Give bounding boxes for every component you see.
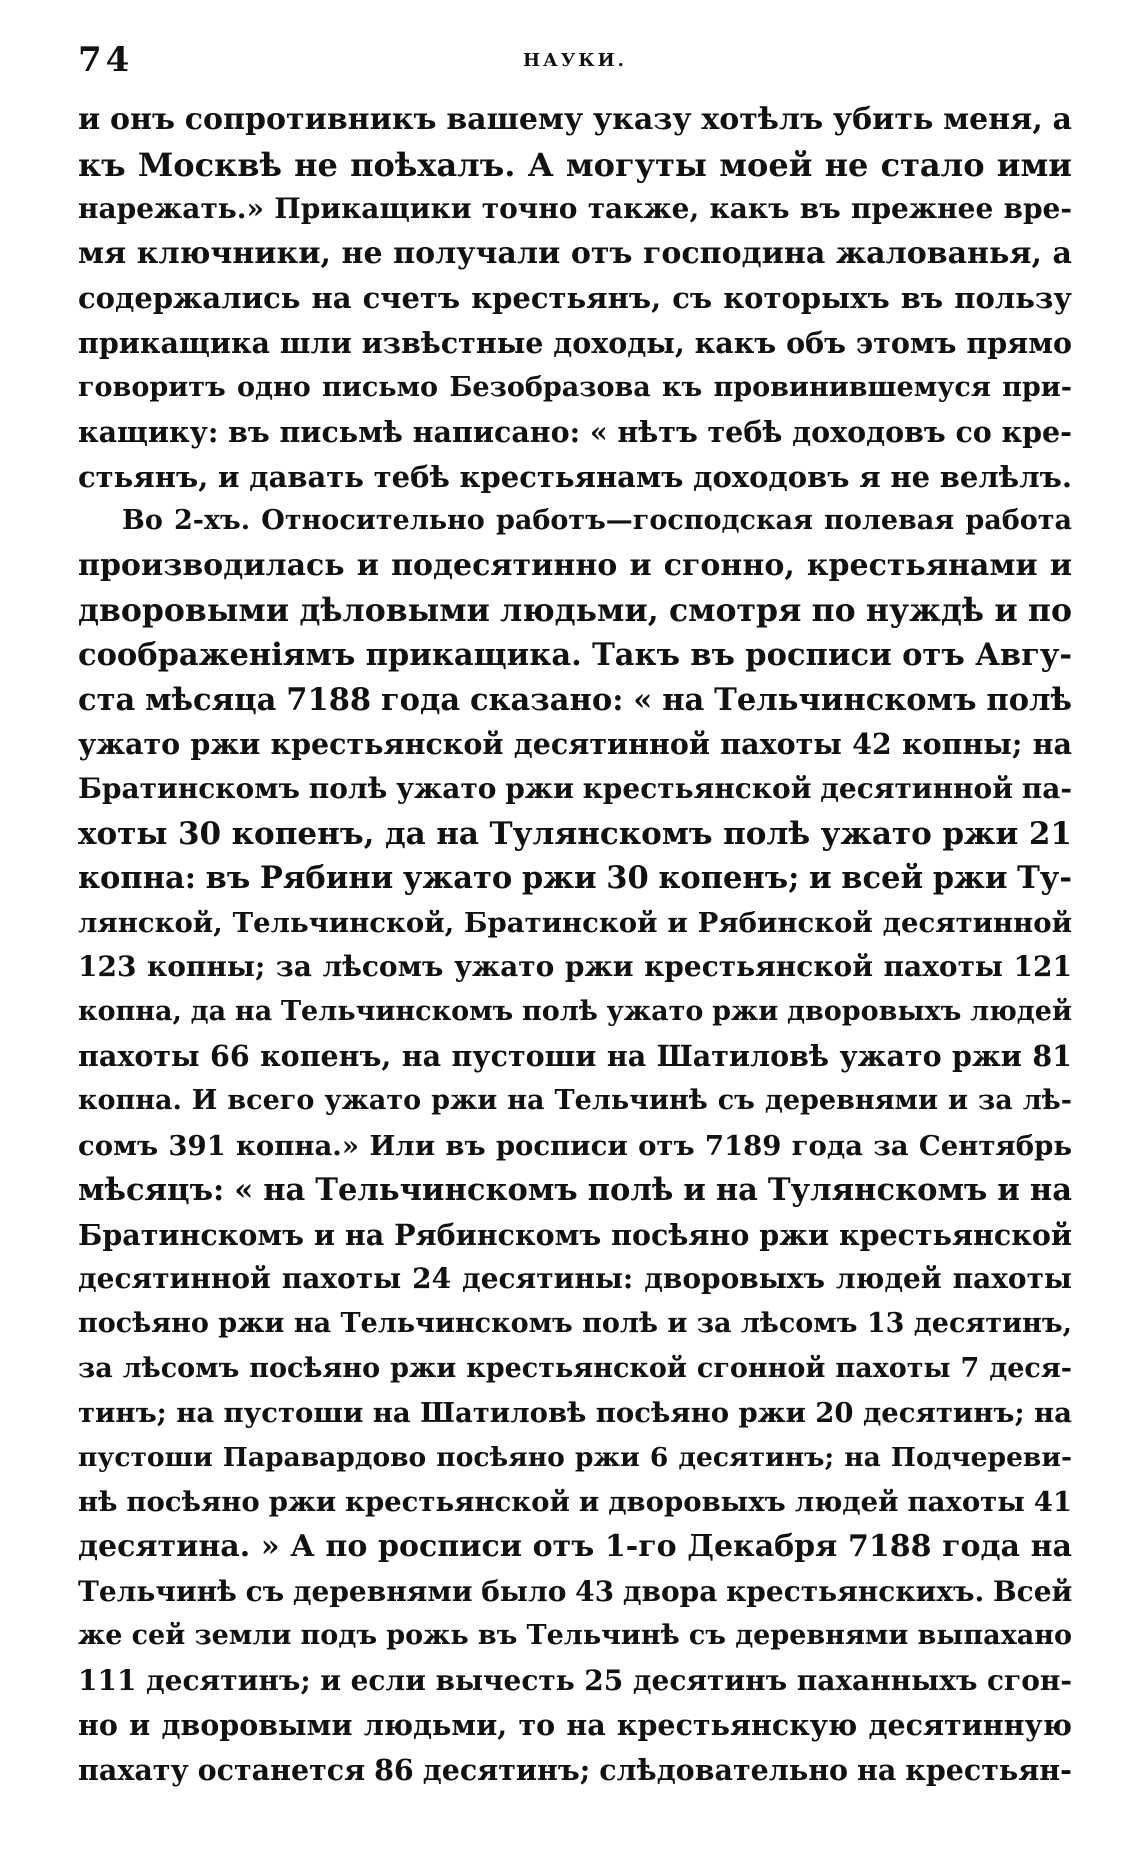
text-line: стьянъ, и давать тебѣ крестьянамъ доходовъ я не велѣлъ. xyxy=(78,459,1072,494)
text-line: лянской, Тельчинской, Братинской и Рябинской десятинной xyxy=(78,906,1072,939)
text-line: но и дворовыми людьми, то на крестьянскую десятинную xyxy=(78,1708,1072,1743)
text-line: Братинскомъ полѣ ужато ржи крестьянской десятинной па- xyxy=(78,771,1073,805)
running-title: НАУКИ. xyxy=(523,50,627,71)
text-line: содержались на счетъ крестьянъ, съ которыхъ въ пользу xyxy=(78,281,1072,316)
text-line: и онъ сопротивникъ вашему указу хотѣлъ убить меня, а xyxy=(78,102,1072,137)
running-head xyxy=(78,40,1072,90)
text-line: 111 десятинъ; и если вычесть 25 десятинъ паханныхъ сгон- xyxy=(78,1663,1072,1697)
text-line: 123 копны; за лѣсомъ ужато ржи крестьянской пахоты 121 xyxy=(78,950,1072,984)
text-line: хоты 30 копенъ, да на Тулянскомъ полѣ ужато ржи 21 xyxy=(78,815,1072,852)
text-line: копна: въ Рябини ужато ржи 30 копенъ; и всей ржи Ту- xyxy=(78,860,1072,897)
text-line: тинъ; на пустоши на Шатиловѣ посѣяно ржи 20 десятинъ; на xyxy=(78,1397,1072,1430)
page-number: 74 xyxy=(78,40,134,80)
text-line: Тельчинѣ съ деревнями было 43 двора крестьянскихъ. Всей xyxy=(78,1574,1073,1608)
text-line: мѣсяцъ: « на Тельчинскомъ полѣ и на Тулянскомъ и на xyxy=(78,1172,1072,1209)
text-line: десятина. » А по росписи отъ 1-го Декабря 7188 года на xyxy=(78,1529,1072,1564)
text-line: нарежать.» Прикащики точно также, какъ въ прежнее вре- xyxy=(78,192,1072,226)
text-line: къ Москвѣ не поѣхалъ. А могуты моей не стало ими xyxy=(78,145,1072,184)
text-line: копна, да на Тельчинскомъ полѣ ужато ржи дворовыхъ людей xyxy=(78,995,1072,1027)
text-line: кащику: въ письмѣ написано: « нѣтъ тебѣ доходовъ со кре- xyxy=(78,415,1072,450)
text-line: за лѣсомъ посѣяно ржи крестьянской сгонной пахоты 7 деся- xyxy=(78,1352,1072,1384)
text-line: ста мѣсяца 7188 года сказано: « на Тельчинскомъ полѣ xyxy=(78,681,1072,718)
text-line: сомъ 391 копна.» Или въ росписи отъ 7189 года за Сентябрь xyxy=(78,1129,1072,1162)
text-line: говоритъ одно письмо Безобразова къ провинившемуся при- xyxy=(78,371,1072,403)
text-line: пахоты 66 копенъ, на пустоши на Шатиловѣ ужато ржи 81 xyxy=(78,1039,1072,1074)
text-line: ужато ржи крестьянской десятинной пахоты 42 копны; на xyxy=(78,727,1072,762)
text-line: соображеніямъ прикащика. Такъ въ росписи отъ Авгу- xyxy=(78,637,1072,674)
text-line: нѣ посѣяно ржи крестьянской и дворовыхъ людей пахоты 41 xyxy=(78,1486,1072,1519)
text-line: Братинскомъ и на Рябинскомъ посѣяно ржи крестьянской xyxy=(78,1217,1072,1252)
text-line: пахату останется 86 десятинъ; слѣдовательно на крестьян- xyxy=(78,1752,1072,1787)
text-line: десятинной пахоты 24 десятины: дворовыхъ людей пахоты xyxy=(78,1262,1072,1296)
text-line: пустоши Паравардово посѣяно ржи 6 десятинъ; на Подчереви- xyxy=(78,1441,1072,1473)
body-text xyxy=(78,98,1072,1793)
book-page xyxy=(78,40,1072,1793)
text-line: прикащика шли извѣстные доходы, какъ объ этомъ прямо xyxy=(78,325,1072,360)
text-line: Во 2-хъ. Относительно работъ—господская полевая работа xyxy=(122,505,1072,537)
text-line: дворовыми дѣловыми людьми, смотря по нуждѣ и по xyxy=(78,591,1072,629)
text-line: же сей земли подъ рожь въ Тельчинѣ съ деревнями выпахано xyxy=(78,1620,1072,1652)
text-line: копна. И всего ужато ржи на Тельчинѣ съ деревнями и за лѣ- xyxy=(78,1085,1072,1117)
text-line: мя ключники, не получали отъ господина жалованья, а xyxy=(78,235,1072,271)
text-line: посѣяно ржи на Тельчинскомъ полѣ и за лѣсомъ 13 десятинъ, xyxy=(78,1308,1072,1340)
text-line: производилась и подесятинно и сгонно, крестьянами и xyxy=(78,547,1072,583)
